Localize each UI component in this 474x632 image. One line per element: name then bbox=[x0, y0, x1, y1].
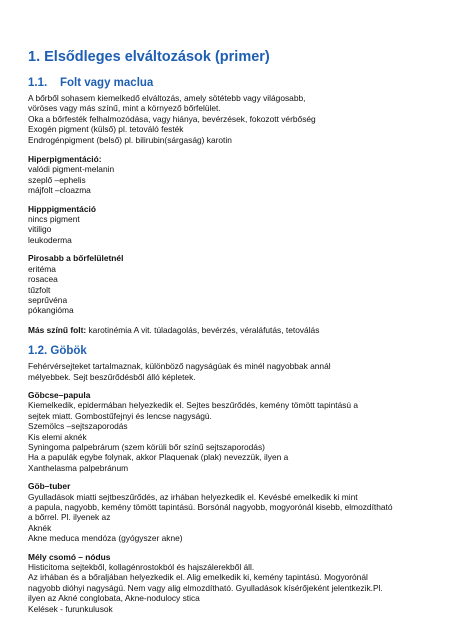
list-item: rosacea bbox=[28, 274, 58, 285]
list-item: vitiligo bbox=[28, 224, 52, 235]
list-item: Histicitoma sejtekből, kollagénrostokból és hajszálerekből áll. bbox=[28, 562, 255, 573]
list-item: tűzfolt bbox=[28, 284, 51, 295]
list-item: Szemölcs –sejtszaporodás bbox=[28, 421, 128, 432]
list-item: a papula, nagyobb, kemény tömött tapintású. Borsónál nagyobb, mogyorónál kisebb, elmozdítható bbox=[28, 502, 393, 512]
section-heading-folt: 1.1. Folt vagy maclua bbox=[28, 77, 154, 89]
list-item: nincs pigment bbox=[28, 214, 80, 225]
subheading-hipopigmentacio: Hipppigmentáció bbox=[28, 203, 96, 214]
list-item: a bőrrel. Pl. ilyenek az bbox=[28, 512, 111, 523]
intro-line: Fehérvérsejteket tartalmaznak, különböző nagyságúak és minél nagyobbak annál bbox=[28, 361, 331, 372]
other-color-text: karotinémia A vit. túladagolás, bevérzés, véraláfutás, tetoválás bbox=[86, 324, 320, 335]
list-item: Akne meduca mendóza (gyógyszer akne) bbox=[28, 533, 183, 544]
list-item: seprűvéna bbox=[28, 294, 68, 305]
list-item: pókangióma bbox=[28, 305, 74, 316]
page-title: 1. Elsődleges elváltozások (primer) bbox=[28, 49, 270, 65]
list-item: Kelések - furunkulusok bbox=[28, 603, 113, 614]
list-item: májfolt –cloazma bbox=[28, 185, 91, 196]
list-item: szeplő –ephelis bbox=[28, 174, 86, 185]
list-item: valódi pigment-melanin bbox=[28, 164, 115, 175]
subheading-gobcse-papula: Göbcse–papula bbox=[28, 389, 91, 400]
list-item: Gyulladások miatti sejtbeszűrődés, az irhában helyezkedik el. Kevésbé emelkedik ki mint bbox=[28, 491, 358, 502]
list-item: Aknék bbox=[28, 522, 52, 533]
list-item: Xanthelasma palpebránum bbox=[28, 462, 129, 473]
list-item: ilyen az Akné conglobata, Akne-nodulocy stica bbox=[28, 593, 200, 604]
intro-line: Exogén pigment (külső) pl. tetováló festék bbox=[28, 124, 184, 135]
list-item: leukoderma bbox=[28, 234, 72, 245]
other-color-label: Más színű folt: bbox=[28, 324, 87, 335]
subheading-pirosabb: Pirosabb a bőrfelületnél bbox=[28, 253, 124, 264]
list-item: Kis elemi aknék bbox=[28, 431, 87, 442]
intro-line: Oka a bőrfesték felhalmozódása, vagy hiánya, bevérzések, fokozott vérbőség bbox=[28, 113, 316, 124]
section-heading-gobok: 1.2. Göbök bbox=[28, 345, 87, 358]
list-item: Syningoma palpebrárum (szem körüli bőr színű sejtszaporodás) bbox=[28, 441, 265, 452]
list-item: sejtek miatt. Gombostűfejnyi és lencse nagyságú. bbox=[28, 410, 212, 421]
list-item: Kiemelkedik, epidermában helyezkedik el. Sejtes beszűrődés, kemény tömött tapintású a bbox=[28, 400, 359, 411]
intro-line: Endrogénpigment (belső) pl. bilirubin(sárgaság) karotin bbox=[28, 134, 232, 145]
intro-line: A bőrből sohasem kiemelkedő elváltozás, amely sötétebb vagy világosabb, bbox=[28, 93, 306, 103]
subheading-gob-tuber: Göb–tuber bbox=[28, 481, 71, 492]
subheading-mely-csomo: Mély csomó – nódus bbox=[28, 551, 111, 562]
subheading-hiperpigmentacio: Hiperpigmentáció: bbox=[28, 154, 102, 165]
list-item: eritéma bbox=[28, 263, 56, 274]
intro-line: mélyebbek. Sejt beszűrődésből álló képletek. bbox=[28, 371, 196, 382]
list-item: Az irhában és a bőraljában helyezkedik el. Alig emelkedik ki, kemény tapintású. Mogyorónál bbox=[28, 572, 368, 583]
other-color-note bbox=[28, 325, 448, 335]
document-page bbox=[28, 48, 448, 614]
list-item: Ha a papulák egybe folynak, akkor Plaquenak (plak) nevezzük, ilyen a bbox=[28, 452, 289, 463]
section-intro-folt bbox=[28, 93, 448, 145]
intro-line: vöröses vagy más színű, mint a környező bőrfelület. bbox=[28, 103, 221, 114]
list-item: nagyobb dióhyi nagyságú. Nem vagy alig elmozdítható. Gyulladások kísérőjeként jelentkezik.Pl. bbox=[28, 582, 383, 593]
